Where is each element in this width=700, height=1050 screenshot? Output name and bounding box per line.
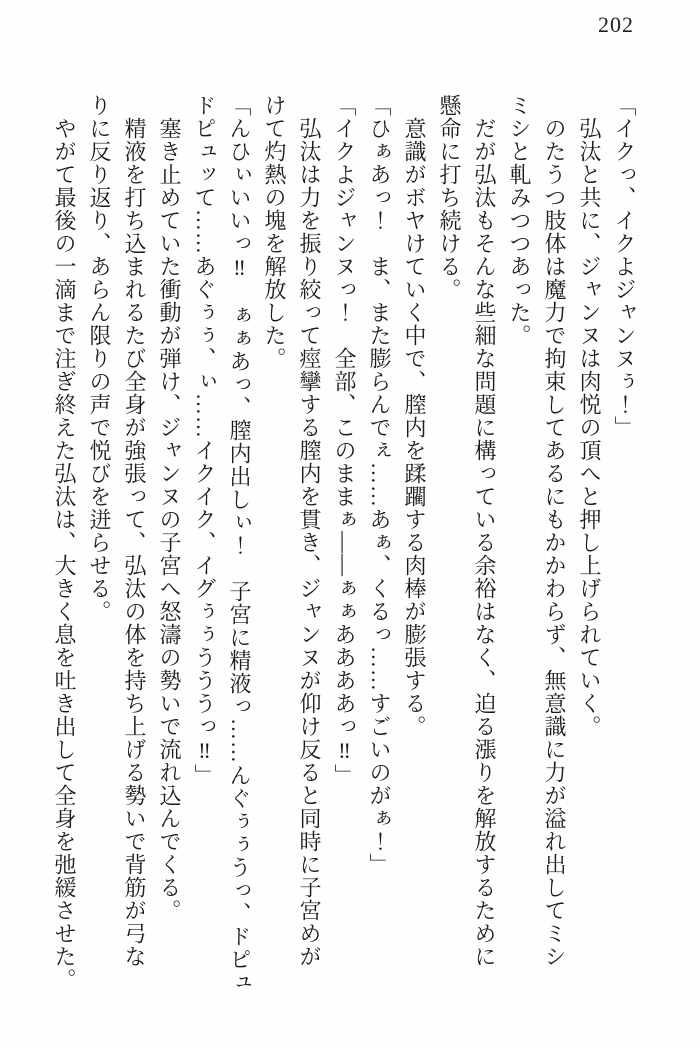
text-column-15: 精液を打ち込まれるたび全身が強張って、弘汰の体を持ち上げる勢いで背筋が弓な (122, 117, 147, 968)
text-column-13: ドピュッて……あぐぅぅ、ぃ……イクイク、イグぅぅうううっ‼」 (192, 94, 217, 787)
text-column-5: だが弘汰もそんな些細な問題に構っている余裕はなく、迫る漲りを解放するために (472, 117, 497, 968)
text-column-3: のたうつ肢体は魔力で拘束してあるにもかかわらず、無意識に力が溢れ出してミシ (542, 117, 567, 968)
text-column-16: りに反り返り、あらん限りの声で悦びを迸らせる。 (87, 94, 112, 623)
text-column-10: 弘汰は力を振り絞って痙攣する膣内を貫き、ジャンヌが仰け反ると同時に子宮めが (297, 117, 322, 968)
text-column-6: 懸命に打ち続ける。 (437, 94, 462, 301)
body-text (47, 94, 642, 1016)
text-column-14: 塞き止めていた衝動が弾け、ジャンヌの子宮へ怒濤の勢いで流れ込んでくる。 (157, 117, 182, 922)
text-column-9: 「イクよジャンヌっ！ 全部、このままぁ——ぁぁああああっ‼」 (332, 94, 357, 787)
text-column-4: ミシと軋みつつあった。 (507, 94, 532, 347)
text-column-2: 弘汰と共に、ジャンヌは肉悦の頂へと押し上げられていく。 (577, 117, 602, 738)
text-column-17: やがて最後の一滴まで注ぎ終えた弘汰は、大きく息を吐き出して全身を弛緩させた。 (52, 117, 77, 991)
text-column-8: 「ひぁあっ！ ま、また膨らんでぇ……あぁ、くるっ……すごいのがぁ！」 (367, 94, 392, 876)
text-column-7: 意識がボヤけていく中で、膣内を蹂躙する肉棒が膨張する。 (402, 117, 427, 738)
text-column-11: けて灼熱の塊を解放した。 (262, 94, 287, 370)
text-column-12: 「んひぃいいっ‼ ぁぁあっ、膣内出しぃ！ 子宮に精液っ……んぐぅぅうっ、ドピュ (227, 94, 252, 994)
text-column-1: 「イクっ、イクよジャンヌぅ！」 (612, 94, 637, 439)
page-number: 202 (598, 12, 634, 37)
